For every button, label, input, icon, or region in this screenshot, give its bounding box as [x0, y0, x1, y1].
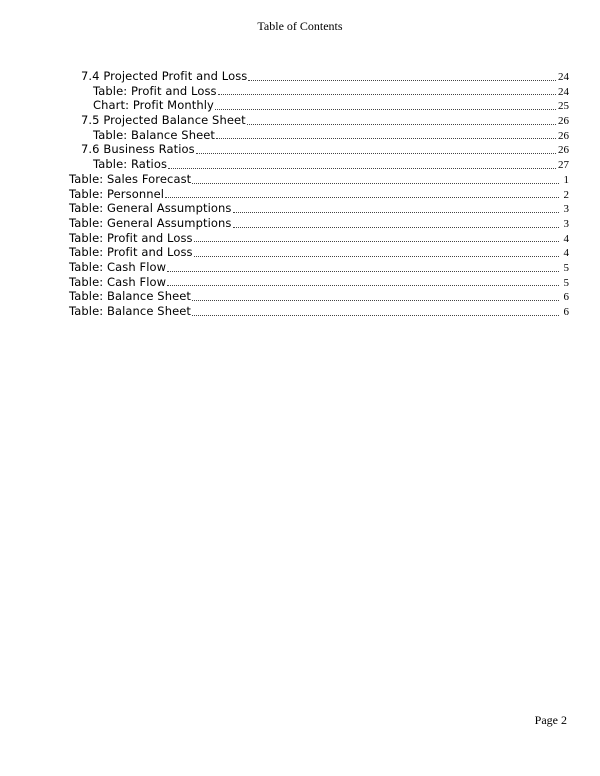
toc-leader-dots	[192, 300, 559, 301]
toc-entry[interactable]	[69, 275, 569, 290]
toc-leader-dots	[192, 183, 559, 184]
toc-entry-title: Table: General Assumptions	[69, 215, 232, 230]
toc-entry-page: 2	[563, 188, 569, 201]
page-number: Page 2	[534, 713, 567, 727]
toc-leader-dots	[248, 80, 556, 81]
table-of-contents	[69, 69, 569, 319]
toc-entry-page: 27	[558, 159, 569, 172]
toc-entry-title: 7.4 Projected Profit and Loss	[81, 69, 248, 83]
toc-leader-dots	[233, 212, 559, 213]
toc-leader-dots	[216, 138, 556, 139]
toc-entry[interactable]	[69, 142, 569, 157]
toc-leader-dots	[194, 241, 559, 242]
toc-entry[interactable]	[69, 289, 569, 304]
toc-entry-page: 26	[558, 115, 569, 128]
toc-leader-dots	[247, 124, 556, 125]
toc-entry-title: Table: Personnel	[69, 186, 165, 201]
toc-entry-page: 6	[563, 291, 569, 304]
toc-entry-title: Chart: Profit Monthly	[93, 98, 214, 113]
toc-entry-page: 24	[558, 85, 569, 98]
toc-entry[interactable]	[69, 98, 569, 113]
toc-leader-dots	[196, 153, 556, 154]
toc-entry[interactable]	[69, 128, 569, 143]
toc-entry-title: Table: Balance Sheet	[93, 127, 216, 142]
toc-leader-dots	[165, 197, 559, 198]
toc-leader-dots	[167, 285, 559, 286]
toc-entry-page: 3	[563, 203, 569, 216]
toc-leader-dots	[194, 256, 559, 257]
toc-entry-title: Table: General Assumptions	[69, 201, 232, 216]
toc-entry-title: Table: Balance Sheet	[69, 289, 192, 304]
toc-entry[interactable]	[69, 84, 569, 99]
toc-entry[interactable]	[69, 113, 569, 128]
toc-entry-page: 5	[563, 276, 569, 289]
toc-entry[interactable]	[69, 245, 569, 260]
toc-entry-page: 4	[563, 247, 569, 260]
toc-entry-page: 24	[558, 71, 569, 83]
toc-entry-title: Table: Balance Sheet	[69, 304, 192, 318]
toc-entry[interactable]	[69, 304, 569, 319]
toc-entry[interactable]	[69, 216, 569, 231]
toc-entry-title: Table: Cash Flow	[69, 274, 167, 289]
toc-entry-title: Table: Profit and Loss	[69, 230, 193, 245]
toc-leader-dots	[168, 168, 556, 169]
toc-entry[interactable]	[69, 157, 569, 172]
toc-entry-title: Table: Cash Flow	[69, 259, 167, 274]
toc-entry-title: Table: Profit and Loss	[93, 83, 217, 98]
toc-entry[interactable]	[69, 172, 569, 187]
toc-entry-page: 5	[563, 261, 569, 274]
toc-entry[interactable]	[69, 231, 569, 246]
toc-entry-page: 26	[558, 129, 569, 142]
toc-entry-page: 26	[558, 144, 569, 157]
toc-leader-dots	[233, 227, 559, 228]
page-header-title: Table of Contents	[257, 19, 343, 33]
toc-entry[interactable]	[69, 260, 569, 275]
toc-leader-dots	[192, 315, 559, 316]
toc-entry[interactable]	[69, 69, 569, 84]
toc-entry-title: Table: Sales Forecast	[69, 171, 192, 186]
toc-entry-title: 7.6 Business Ratios	[81, 142, 195, 157]
toc-entry-page: 25	[558, 100, 569, 113]
toc-entry-page: 3	[563, 217, 569, 230]
toc-entry-title: 7.5 Projected Balance Sheet	[81, 113, 246, 128]
toc-entry-page: 1	[563, 173, 569, 186]
toc-entry-title: Table: Profit and Loss	[69, 245, 193, 260]
toc-entry-title: Table: Ratios	[93, 157, 168, 172]
toc-leader-dots	[218, 94, 556, 95]
toc-leader-dots	[167, 271, 559, 272]
toc-entry[interactable]	[69, 201, 569, 216]
toc-entry-page: 6	[563, 306, 569, 318]
toc-entry[interactable]	[69, 187, 569, 202]
toc-leader-dots	[215, 109, 556, 110]
toc-entry-page: 4	[563, 232, 569, 245]
